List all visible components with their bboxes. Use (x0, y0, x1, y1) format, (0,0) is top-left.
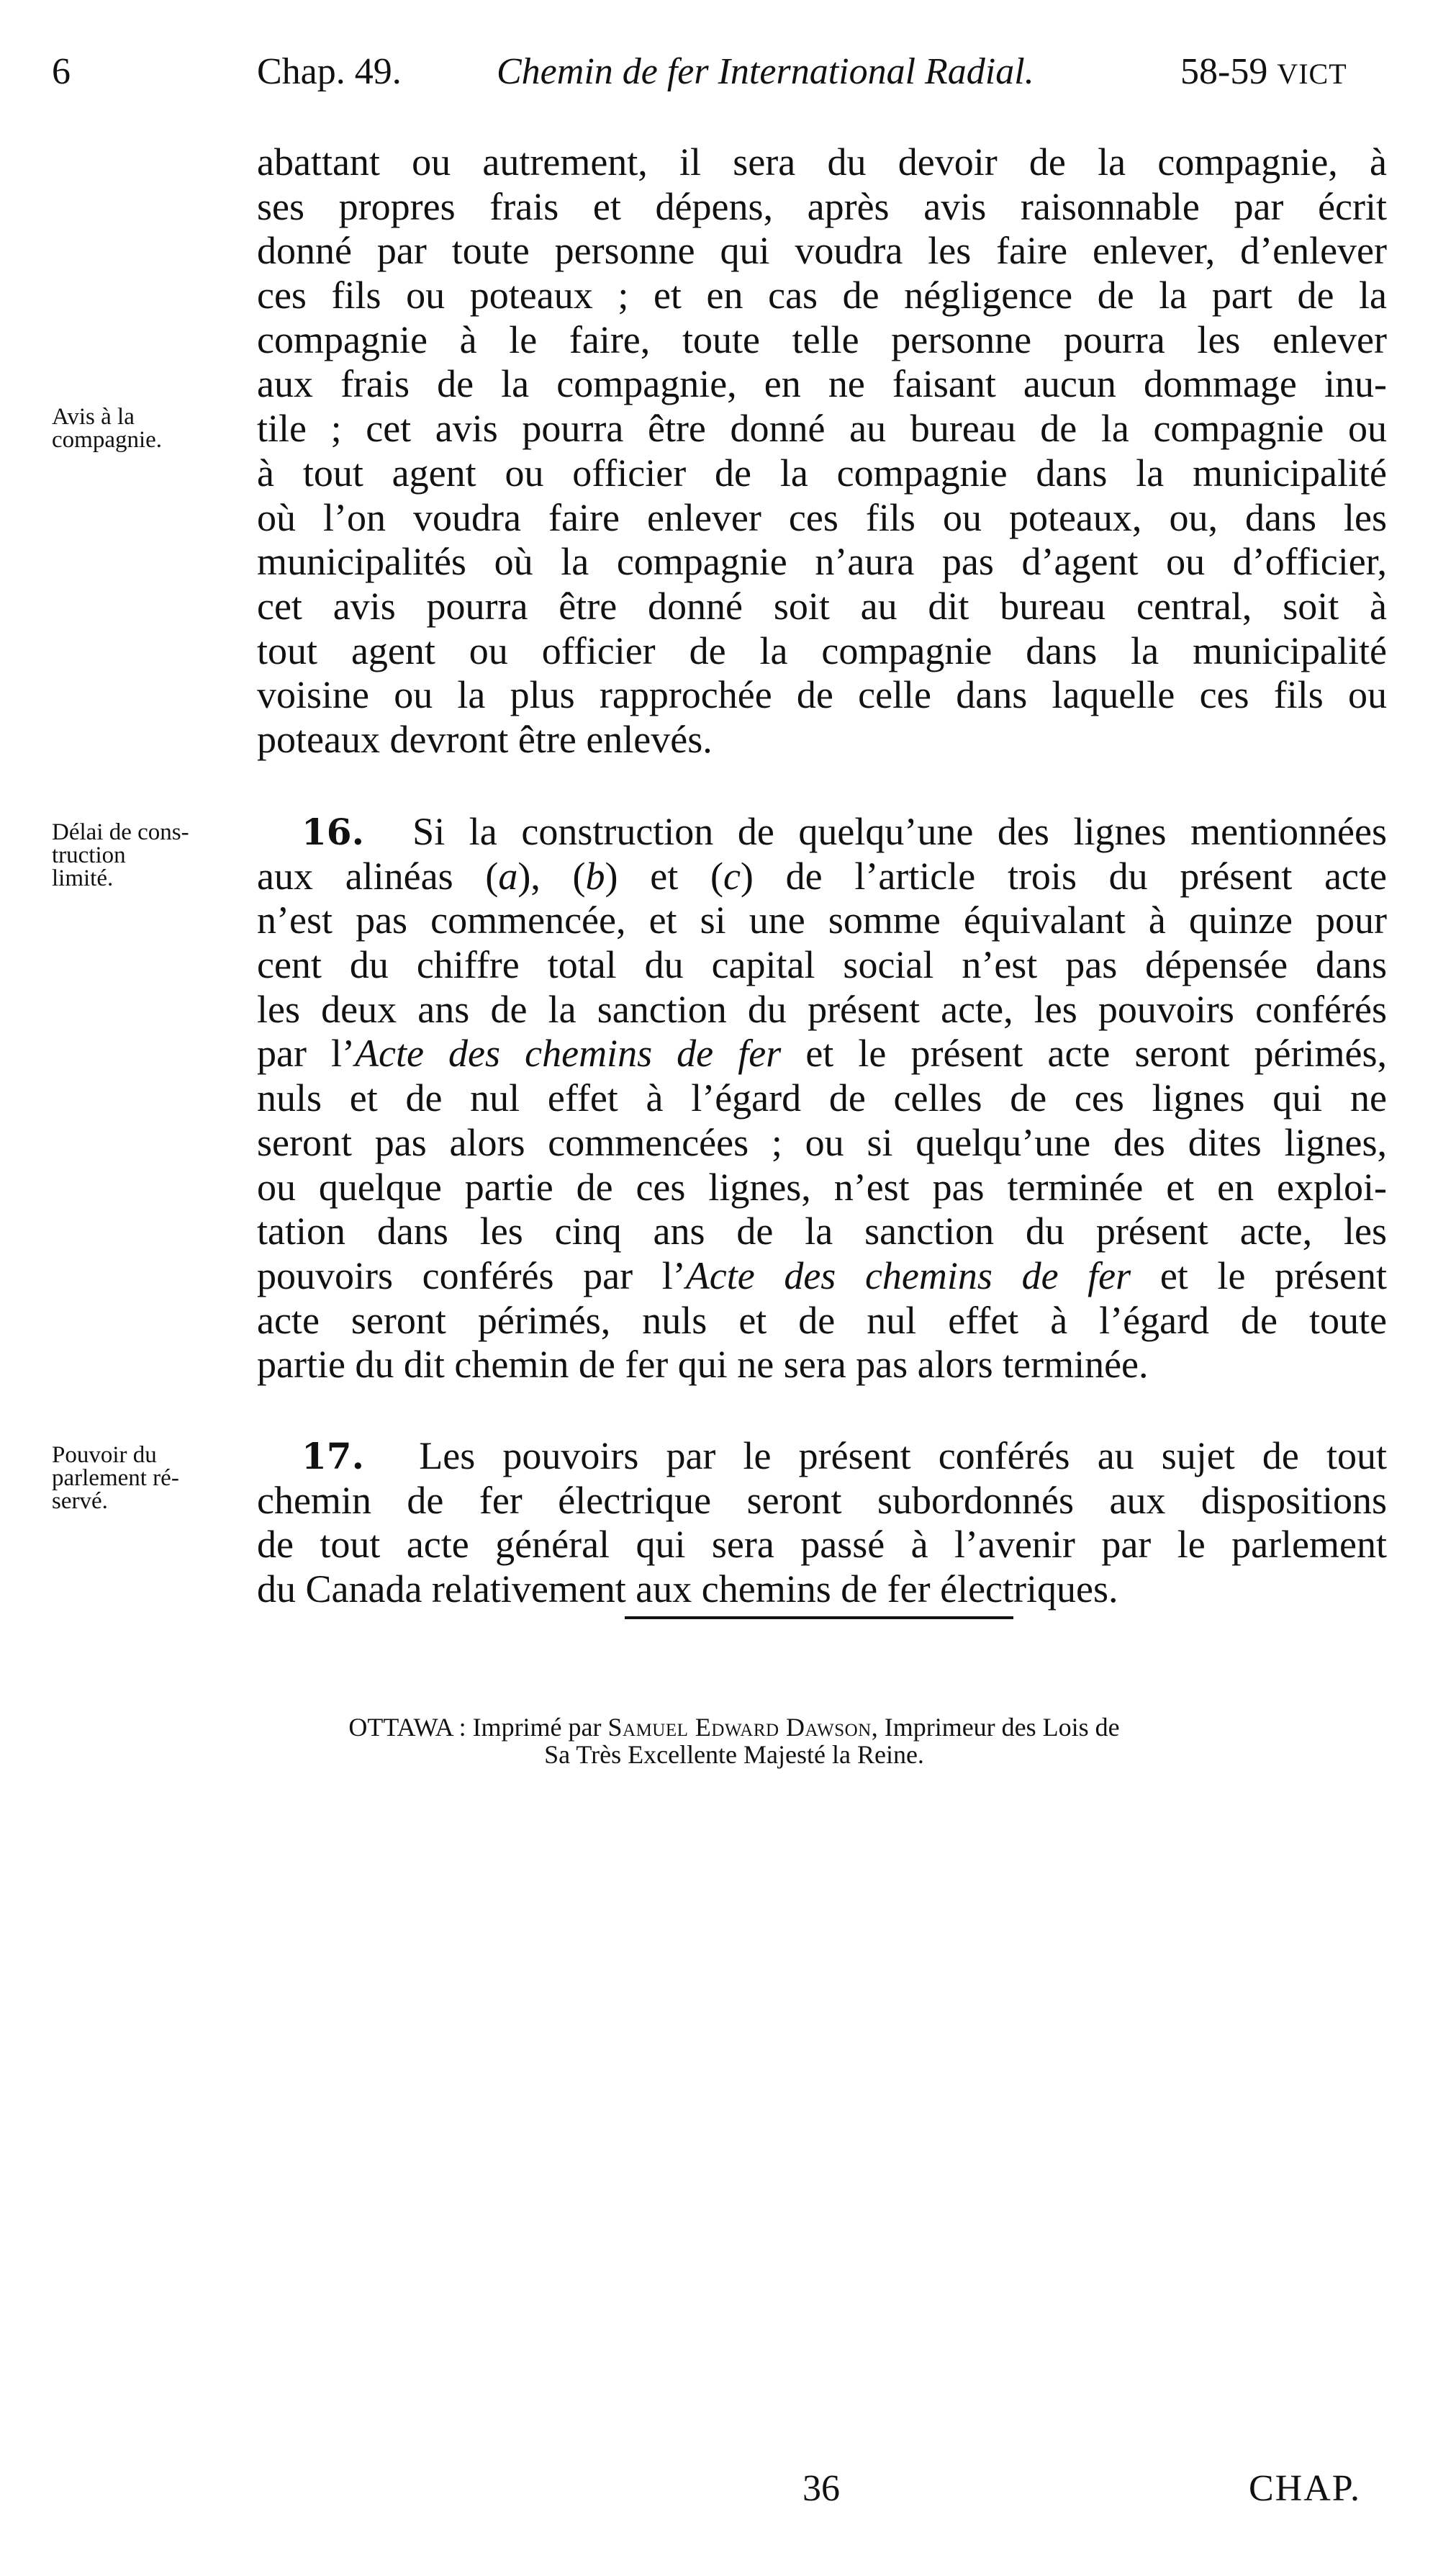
text-line: 16. Si la construction de quelqu’une des lignes mentionnées (302, 810, 1388, 853)
margin-note-line: Pouvoir du (52, 1442, 157, 1468)
text-line: acte seront périmés, nuls et de nul effet à l’égard de toute (257, 1298, 1387, 1342)
text-line: à tout agent ou officier de la compagnie dans la municipalité (257, 451, 1387, 495)
text-line: les deux ans de la sanction du présent acte, les pouvoirs conférés (257, 987, 1387, 1031)
margin-note-line: compagnie. (52, 427, 163, 453)
footer-page-number: 36 (802, 2468, 840, 2509)
text-line: pouvoirs conférés par l’Acte des chemins de fer et le présent (257, 1253, 1387, 1297)
text-line: par l’Acte des chemins de fer et le présent acte seront périmés, (257, 1032, 1387, 1076)
section-number: 16. (302, 811, 364, 853)
section-number: 17. (302, 1435, 364, 1477)
text-line: de tout acte général qui sera passé à l’avenir par le parlement (257, 1523, 1387, 1567)
margin-note-line: parlement ré- (52, 1465, 179, 1491)
text-line: cet avis pourra être donné soit au dit bureau central, soit à (257, 584, 1387, 628)
text-line: municipalités où la compagnie n’aura pas d’agent ou d’officier, (257, 540, 1387, 584)
margin-note-line: Délai de cons- (52, 819, 189, 845)
section-16 (257, 810, 1387, 1387)
text-line: aux alinéas (a), (b) et (c) de l’article trois du présent acte (257, 854, 1387, 898)
text-line: donné par toute personne qui voudra les faire enlever, d’enlever (257, 229, 1387, 273)
text-line: où l’on voudra faire enlever ces fils ou poteaux, ou, dans les (257, 495, 1387, 539)
text-line: tout agent ou officier de la compagnie dans la municipalité (257, 629, 1387, 672)
text-line: abattant ou autrement, il sera du devoir de la compagnie, à (257, 140, 1387, 184)
margin-note-avis (52, 405, 250, 451)
text-line: 17. Les pouvoirs par le présent conférés au sujet de tout (302, 1434, 1387, 1477)
text-line: du Canada relativement aux chemins de fer électriques. (257, 1567, 1118, 1611)
text-line: ces fils ou poteaux ; et en cas de négligence de la part de la (257, 274, 1387, 318)
text-line: voisine ou la plus rapprochée de celle dans laquelle ces fils ou (257, 673, 1387, 717)
header-title: Chemin de fer International Radial. (497, 51, 1034, 92)
text-line: nuls et de nul effet à l’égard de celles de ces lignes qui ne (257, 1076, 1387, 1120)
text-line: ou quelque partie de ces lignes, n’est pas terminée et en exploi- (257, 1165, 1387, 1209)
imprint-line-1: OTTAWA : Imprimé par Samuel Edward Dawson, Imprimeur des Lois de (348, 1713, 1120, 1742)
text-line: cent du chiffre total du capital social n’est pas dépensée dans (257, 943, 1387, 987)
imprint (216, 1713, 1252, 1768)
section-17 (257, 1434, 1387, 1612)
header-page-number: 6 (52, 51, 71, 92)
imprint-line-2: Sa Très Excellente Majesté la Reine. (544, 1740, 924, 1769)
footer-catchword: CHAP. (1249, 2468, 1361, 2509)
margin-note-line: Avis à la (52, 404, 135, 430)
text-line: n’est pas commencée, et si une somme équivalant à quinze pour (257, 899, 1387, 942)
text-line: tation dans les cinq ans de la sanction du présent acte, les (257, 1210, 1387, 1253)
text-line: aux frais de la compagnie, en ne faisant aucun dommage inu- (257, 362, 1387, 406)
margin-note-line: limité. (52, 865, 114, 891)
margin-note-delai (52, 821, 250, 890)
regnal-years: 58-59 (1180, 51, 1268, 92)
text-line: chemin de fer électrique seront subordonnés aux dispositions (257, 1478, 1387, 1522)
margin-note-line: truction (52, 842, 126, 868)
text-line: ses propres frais et dépens, après avis raisonnable par écrit (257, 184, 1387, 228)
text-line: seront pas alors commencées ; ou si quelqu’une des dites lignes, (257, 1120, 1387, 1164)
horizontal-rule (625, 1616, 1013, 1619)
header-chapter: Chap. 49. (257, 51, 402, 92)
margin-note-line: servé. (52, 1488, 108, 1514)
text-line: compagnie à le faire, toute telle personne pourra les enlever (257, 318, 1387, 361)
text-line: partie du dit chemin de fer qui ne sera pas alors terminée. (257, 1343, 1149, 1387)
margin-note-pouvoir (52, 1444, 250, 1513)
continued-paragraph (257, 140, 1387, 762)
header-regnal-years (1180, 49, 1347, 97)
text-line: tile ; cet avis pourra être donné au bureau de la compagnie ou (257, 407, 1387, 451)
regnal-vict: VICT (1277, 58, 1347, 90)
text-line: poteaux devront être enlevés. (257, 717, 713, 761)
